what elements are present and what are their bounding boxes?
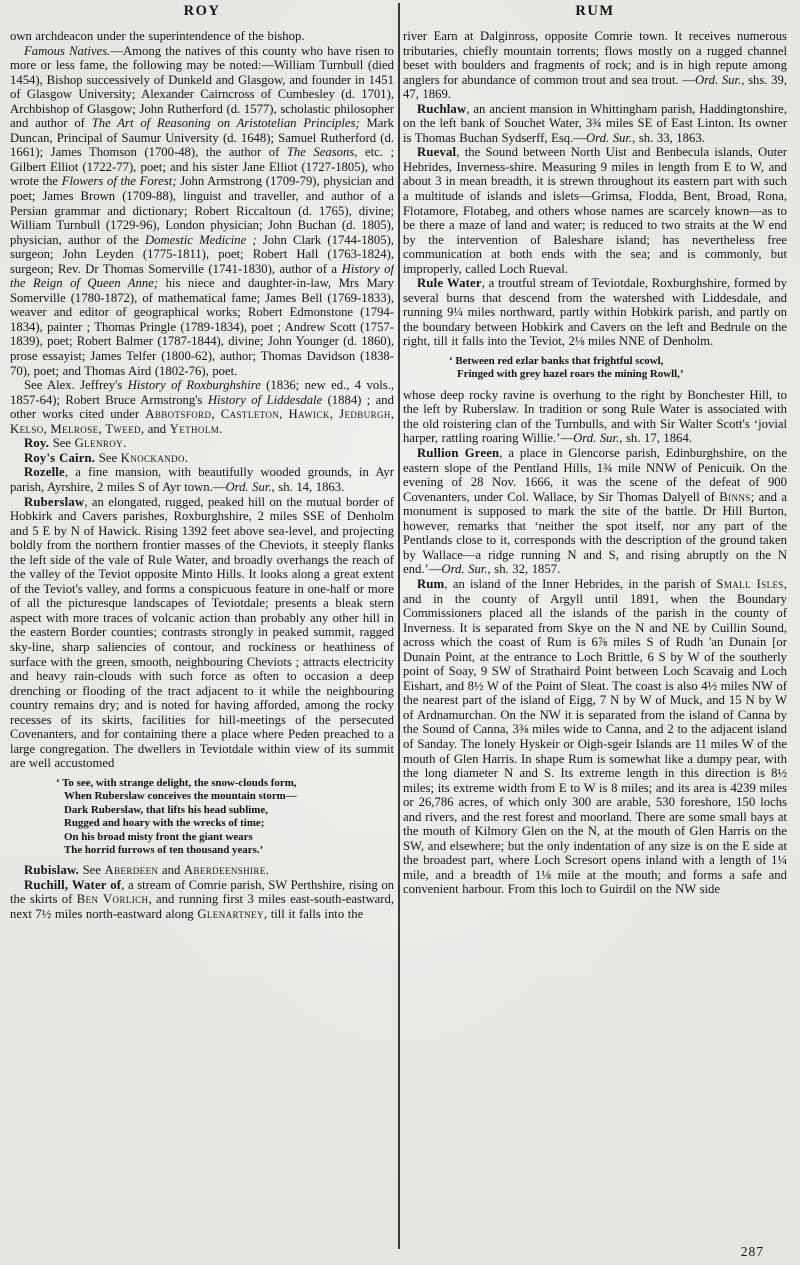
entry-paragraph: Ruchill, Water of, a stream of Comrie parish, SW Perthshire, rising on the skirts of Ben Vorlich, and running first 3 miles east-south-eastward, next 7½ miles north-eastward along Glenartney, till it falls into the xyxy=(10,877,394,921)
verse-line: ‘ Between red ezlar banks that frightful scowl, xyxy=(449,355,664,368)
verse-line: Fringed with grey hazel roars the mining Rowll,’ xyxy=(457,368,684,381)
entry-paragraph: Rum, an island of the Inner Hebrides, in the parish of Small Isles, and in the county of Argyll until 1891, when the Boundary Commissioners placed all the islands of the parish in the county of Inverness. It is separated from Skye on the N and NE by Cuillin Sound, across which the coast of Rum is 6⅞ miles S of Rudh 'an Dunain [or Dunain Point, at the entrance to Loch Brittle, 6 S by W of the southerly point of Soay, 9 SW of Strathaird Point between Loch Scavaig and Loch Eishart, and 8½ W of the Point of Sleat. The coast is also 4½ miles NW of the nearest part of the island of Eigg, 7 N by W of Muck, and 15 N by W of Ardnamurchan. On the NW it is separated from the island of Canna by the Sound of Canna, 3⅜ miles wide to Canna, and 2 to the adjacent island of Sanday. The lonely Hyskeir or Oigh-sgeir Islands are 11 miles W of the mouth of Glen Harris. In shape Rum is somewhat like a dumpy pear, with the long diameter N and S. Its extreme length in this direction is 8½ miles; its extreme width from E to W is 8 miles; and its area is 4239 miles or 26,786 acres, of which only 300 are arable, 530 foreshore, 150 lochs and rivers, and the rest forest and moorland. There are some small bays at the mouth of Kilmory Glen on the N, at the mouth of Glen Harris on the SW, and elsewhere; but the only indentation of any size is on the E side at the broadest part, where Loch Scresort opens inland with a length of 1¼ mile, and a breadth of 1⅛ mile at the mouth; and forms a safe and convenient harbour. From this loch to Guirdil on the NW side xyxy=(403,576,787,897)
entry-paragraph: Rullion Green, a place in Glencorse parish, Edinburghshire, on the eastern slope of the Pentland Hills, 1¾ mile NNW of Penicuik. On the evening of 28 Nov. 1666, it was the scene of the defeat of 900 Covenanters, under Col. Wallace, by Sir Thomas Dalyell of Binns; and a monument is supposed to mark the site of the battle. Dr Hill Burton, however, remarks that ‘neither the spot itself, nor any part of the Pentlands close to it, corresponds with the description of the ground taken by Wallace—a ridge running N and S, and rising abruptly on the N end.’—Ord. Sur., sh. 32, 1857. xyxy=(403,446,787,577)
right-column-text xyxy=(403,29,787,897)
verse-quotation xyxy=(56,777,394,857)
entry-paragraph: Ruchlaw, an ancient mansion in Whittingham parish, Haddingtonshire, on the left bank of Souchet Water, 3¾ miles SE of East Linton. Its owner is Thomas Buchan Sydserff, Esq.—Ord. Sur., sh. 33, 1863. xyxy=(403,101,787,145)
verse-line: Dark Ruberslaw, that lifts his head sublime, xyxy=(64,803,268,816)
verse-line: The horrid furrows of ten thousand years.’ xyxy=(64,843,264,856)
entry-paragraph: See Alex. Jeffrey's History of Roxburghshire (1836; new ed., 4 vols., 1857-64); Robert Bruce Armstrong's History of Liddesdale (1884) ; and other works cited under Abbotsford, Castleton, Hawick, Jedburgh, Kelso, Melrose, Tweed, and Yetholm. xyxy=(10,378,394,436)
verse-line: ‘ To see, with strange delight, the snow-clouds form, xyxy=(56,776,297,789)
entry-paragraph: Roy's Cairn. See Knockando. xyxy=(24,450,189,465)
verse-line: Rugged and hoary with the wrecks of time; xyxy=(64,817,265,830)
right-running-head: RUM xyxy=(575,3,615,19)
entry-paragraph: whose deep rocky ravine is overhung to the right by Bonchester Hill, to the left by Ruberslaw. In tradition or song Rule Water is associated with the old roistering clan of the Turnbulls, and with Sir Walter Scott's ‘jovial harper, rattling roaring Willie.’—Ord. Sur., sh. 17, 1864. xyxy=(403,387,787,446)
left-running-head: ROY xyxy=(183,3,221,19)
entry-paragraph: Rueval, the Sound between North Uist and Benbecula islands, Outer Hebrides, Inverness-shire. Measuring 9 miles in length from E to W, and about 3 in mean breadth, it is strewn throughout its eastern part with such a multitude of islands and islets—Grimsa, Flodda, Bent, Broad, Rona, Flotamore, Flotabeg, and others whose names are scarcely known—as to be there a maze of land and water; is reduced to two straits at the W end by the intervention of Baleshare island; has nevertheless free communication at both ends with the sea; and is commonly, but improperly, called Loch Rueval. xyxy=(403,145,787,276)
right-column xyxy=(403,3,787,1262)
entry-paragraph: Roy. See Glenroy. xyxy=(24,436,127,451)
entry-paragraph: Rozelle, a fine mansion, with beautifully wooded grounds, in Ayr parish, Ayrshire, 2 miles S of Ayr town.—Ord. Sur., sh. 14, 1863. xyxy=(10,465,394,494)
entry-paragraph: own archdeacon under the superintendence of the bishop. xyxy=(10,29,305,43)
verse-line: On his broad misty front the giant wears xyxy=(64,830,253,843)
entry-paragraph: Rule Water, a troutful stream of Teviotdale, Roxburghshire, formed by several burns that descend from the watershed with Liddesdale, and running 9¼ miles northward, partly within Hobkirk parish, and partly on the boundary between Hobkirk and Cavers on the left and Bedrule on the right, till it falls into the Teviot, 2⅛ miles NNE of Denholm. xyxy=(403,276,787,349)
entry-paragraph: river Earn at Dalginross, opposite Comrie town. It receives numerous tributaries, chiefly mountain torrents; flows mostly on a rugged channel beset with boulders and fragments of rock; and is in high repute among anglers for abundance of common trout and sea trout. —Ord. Sur., shs. 39, 47, 1869. xyxy=(403,29,787,102)
entry-paragraph: Famous Natives.—Among the natives of this county who have risen to more or less fame, the following may be noted:—William Turnbull (died 1454), Bishop successively of Dunkeld and Glasgow, and founder in 1451 of Glasgow University; Alexander Cairncross of Cumbesley (d. 1701), Archbishop of Glasgow; John Rutherford (d. 1577), scholastic philosopher and author of The Art of Reasoning on Aristotelian Principles; Mark Duncan, Principal of Saumur University (d. 1648); Samuel Rutherford (d. 1661); James Thomson (1700-48), the author of The Seasons, etc. ; Gilbert Elliot (1722-77), poet; and his sister Jane Elliot (1727-1805), who wrote the Flowers of the Forest; John Armstrong (1709-79), physician and poet; James Brown (1709-88), linguist and traveller, and author of a Persian grammar and dictionary; Robert Riccaltoun (d. 1765), divine; William Turnbull (1729-96), London physician; John Buchan (d. 1805), physician, author of the Domestic Medicine ; John Clark (1744-1805), surgeon; John Leyden (1775-1811), poet; Robert Hall (1763-1824), surgeon; Rev. Dr Thomas Somerville (1741-1830), author of a History of the Reign of Queen Anne; his niece and daughter-in-law, Mrs Mary Somerville (1780-1872), of mathematical fame; James Bell (1769-1833), weaver and editor of geographical works; Robert Edmonstone (1794-1834), painter ; Thomas Pringle (1789-1834), poet ; Andrew Scott (1757-1839), poet; Robert Balmer (1787-1844), divine; John Younger (d. 1860), prose essayist; James Telfer (1800-62), author; Thomas Davidson (1838-70), poet; and Thomas Aird (1802-76), poet. xyxy=(10,43,394,378)
entry-paragraph: Rubislaw. See Aberdeen and Aberdeenshire. xyxy=(24,863,269,878)
left-column-text xyxy=(10,29,394,922)
column-divider-rule xyxy=(398,3,400,1249)
verse-quotation xyxy=(449,355,787,382)
verse-line: When Ruberslaw conceives the mountain storm— xyxy=(64,790,297,803)
entry-paragraph: Ruberslaw, an elongated, rugged, peaked hill on the mutual border of Hobkirk and Cavers parishes, Roxburghshire, 2 miles SSE of Denholm and 5 E by N of Hawick. Rising 1392 feet above sea-level, and projecting boldly from the northern frontier masses of the Cheviots, it steeply flanks the left side of the vale of Rule Water, and broadly overhangs the reach of the valley of the Teviot opposite Minto Hills. It looks along a great extent of the Teviot's valley, and forms a conspicuous feature in one-half or more of all the picturesque landscapes of Teviotdale; presents a bleak stern aspect with more traces of volcanic action than probably any other hill in the eastern Border counties; contrasts strongly in peaked summit, ragged sky-line, sharp saliencies of contour, and rockiness or heathiness of surface with the green, smooth, neighbouring Cheviots ; attracts electricity and heavy rain-clouds with such force as often to occasion a deep drenching or flooding of the tract adjacent to it while the neighbouring country remains dry; and is noted for having afforded, among the rocky recesses of its skirts, facilities for hill-meetings of the persecuted Covenanters, and for containing there a place where Peden preached to a large congregation. The dwellers in Teviotdale within view of its summit are well accustomed xyxy=(10,494,394,771)
page-number: 287 xyxy=(740,1244,764,1259)
left-column xyxy=(10,3,394,1262)
